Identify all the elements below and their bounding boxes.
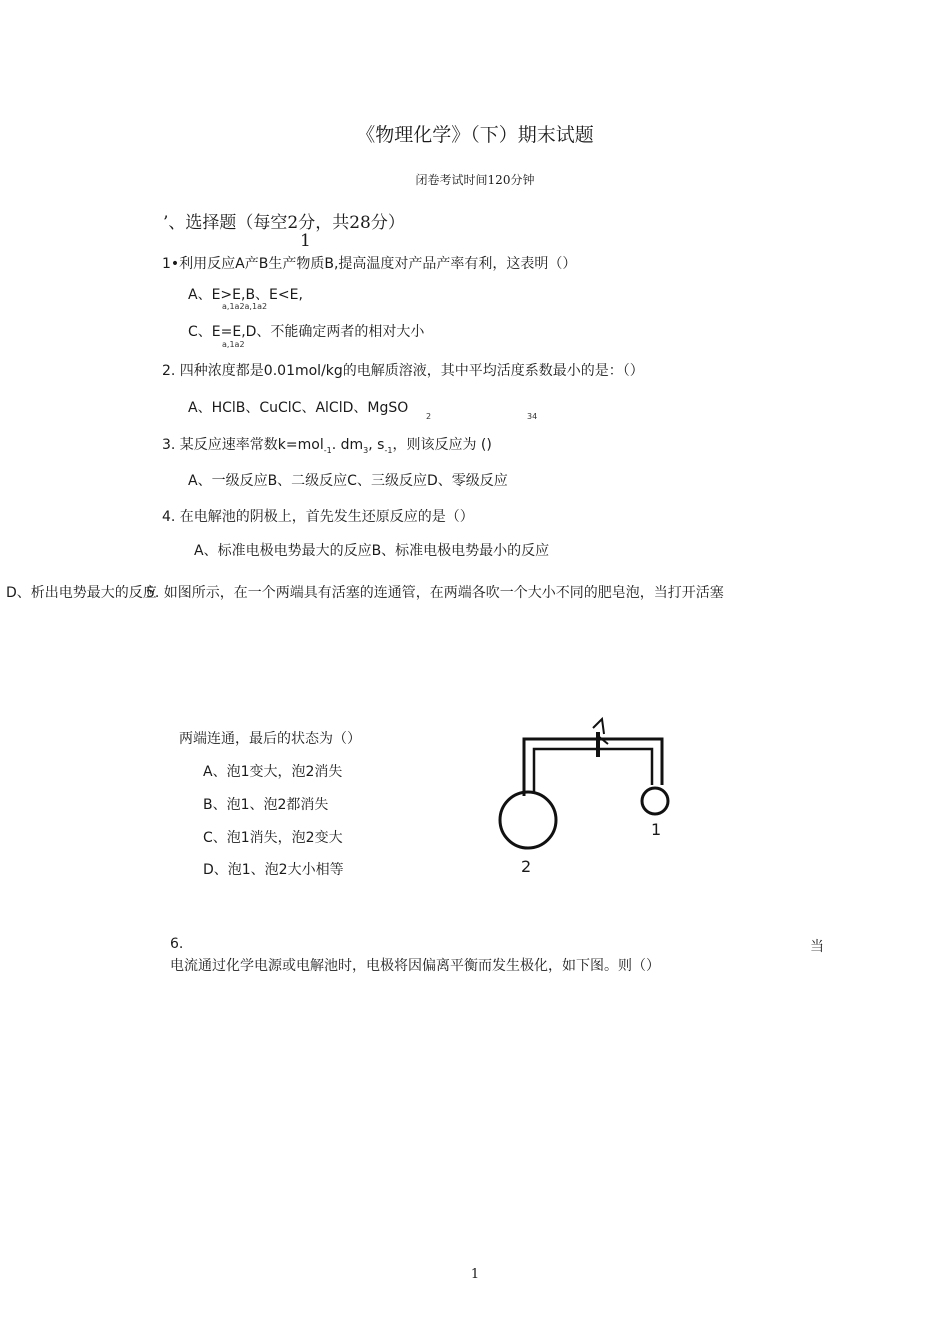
question-3-options: A、一级反应B、二级反应C、三级反应D、零级反应	[188, 473, 508, 489]
question-5-option-a: A、泡1变大，泡2消失	[203, 764, 343, 780]
question-5-option-d: D、泡1、泡2大小相等	[203, 862, 344, 878]
question-3-stem-part: 3. 某反应速率常数k=mol	[162, 437, 324, 453]
question-6-trailing: 当	[810, 939, 824, 955]
question-3-stem-part: . dm	[331, 437, 364, 453]
bubble-label-2-clip	[521, 857, 541, 876]
question-2-stem: 2. 四种浓度都是0.01mol/kg的电解质溶液，其中平均活度系数最小的是：（）	[162, 363, 644, 379]
bubble-2	[500, 792, 556, 848]
question-2-subscript-34: 34	[527, 412, 538, 421]
question-2-subscript-2: 2	[426, 412, 432, 421]
question-6-number: 6.	[170, 936, 184, 952]
question-3-stem-part: ，则该反应为 ()	[392, 437, 492, 453]
question-6-stem: 电流通过化学电源或电解池时，电极将因偏离平衡而发生极化，如下图。则（）	[170, 958, 660, 974]
section-heading: ’、选择题（每空2分，共28分）	[163, 213, 405, 233]
question-5-option-c: C、泡1消失，泡2变大	[203, 830, 343, 846]
question-1-options-ab-subscript: a,1a2a,1a2	[222, 302, 268, 311]
question-3-exp-1: -1	[323, 445, 332, 455]
tube-inner-outline	[534, 749, 652, 794]
question-1-options-cd: C、E=E,D、不能确定两者的相对大小	[188, 324, 425, 340]
stopcock-handle	[593, 719, 604, 734]
question-4-option-d-overlap: D、析出电势最大的反应	[6, 585, 157, 601]
bubble-label-1: 1	[651, 820, 662, 839]
question-4-stem: 4. 在电解池的阴极上，首先发生还原反应的是（）	[162, 509, 474, 525]
question-5-continuation: 两端连通，最后的状态为（）	[179, 731, 361, 747]
question-1-stem: 1•利用反应A产B生产物质B,提高温度对产品产率有利，这表明（）	[162, 256, 577, 272]
page-subtitle: 闭卷考试时间120分钟	[415, 173, 535, 187]
page-number: 1	[470, 1267, 480, 1282]
question-2-options: A、HClB、CuClC、AlClD、MgSO	[188, 400, 409, 416]
question-3-exp-2: 3	[363, 445, 369, 455]
page-title: 《物理化学》（下）期末试题	[356, 124, 594, 146]
question-3-stem-part: , s	[368, 437, 385, 453]
bubble-1	[642, 788, 668, 814]
question-1-options-cd-subscript: a,1a2	[222, 340, 245, 349]
question-3-stem	[162, 434, 492, 455]
question-4-options: A、标准电极电势最大的反应B、标准电极电势最小的反应	[194, 543, 550, 559]
overlapping-text-band	[6, 580, 946, 601]
question-5-option-b: B、泡1、泡2都消失	[203, 797, 329, 813]
tube-outer-outline	[524, 739, 662, 796]
soap-bubble-diagram	[490, 712, 680, 867]
question-5-stem-overlap: 5. 如图所示，在一个两端具有活塞的连通管，在两端各吹一个大小不同的肥皂泡，当打开活塞	[146, 585, 724, 601]
stray-mark: 1	[300, 231, 311, 251]
question-1-options-ab: A、E>E,B、E<E,	[188, 287, 303, 303]
question-3-exp-3: -1	[384, 445, 393, 455]
bubble-label-2: 2	[521, 857, 532, 876]
question-5-option-d-clip	[203, 859, 403, 878]
